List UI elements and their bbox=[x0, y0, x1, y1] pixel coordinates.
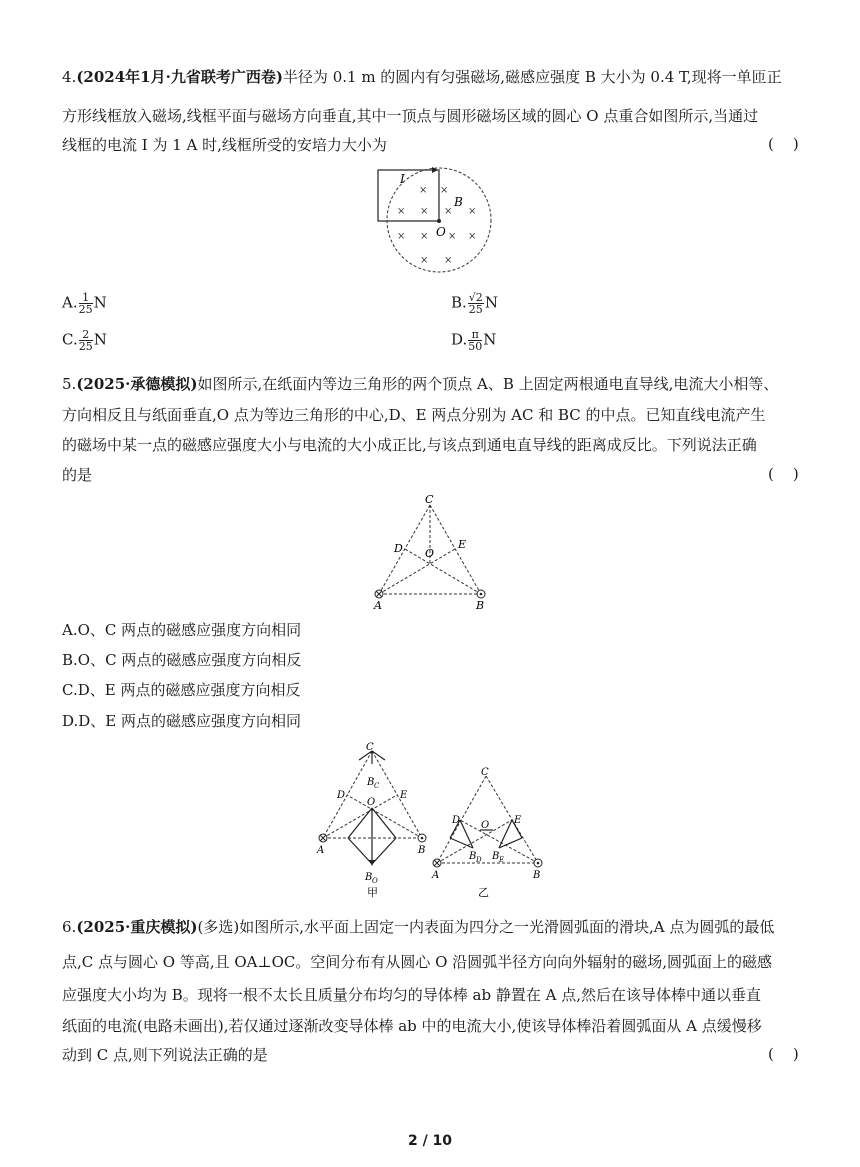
svg-text:B: B bbox=[533, 870, 541, 881]
svg-text:×: × bbox=[468, 206, 477, 217]
q4-center-label: O bbox=[436, 225, 446, 239]
q5-source: (2025·承德模拟) bbox=[76, 375, 198, 393]
figure-jia-label: 甲 bbox=[367, 886, 378, 898]
svg-text:×: × bbox=[444, 206, 453, 217]
svg-text:C: C bbox=[374, 782, 380, 790]
q5-line-3: 的磁场中某一点的磁感应强度大小与电流的大小成正比,与该点到通电直导线的距离成反比。下列说法正确 bbox=[62, 436, 757, 454]
q5-line-4: 的是 bbox=[62, 466, 93, 484]
svg-text:D: D bbox=[476, 856, 482, 864]
svg-text:C: C bbox=[481, 767, 489, 778]
q5-line-1: 5.(2025·承德模拟)如图所示,在纸面内等边三角形的两个顶点 A、B 上固定两根通电直导线,电流大小相等、 bbox=[62, 375, 779, 393]
svg-text:E: E bbox=[514, 815, 522, 826]
svg-text:E: E bbox=[400, 790, 408, 801]
page-number: 2 / 10 bbox=[407, 1133, 453, 1149]
svg-text:E: E bbox=[499, 856, 505, 864]
q6-answer-paren: ( ) bbox=[768, 1045, 799, 1063]
q4-option-d[interactable]: D. $\frac{\pi}{50}$ N bbox=[451, 328, 497, 353]
q4-line-3: 线框的电流 I 为 1 A 时,线框所受的安培力大小为 bbox=[62, 136, 387, 154]
svg-text:B: B bbox=[469, 851, 477, 862]
q4-field-label: B bbox=[454, 195, 463, 209]
q5-option-d[interactable]: D.D、E 两点的磁感应强度方向相同 bbox=[62, 712, 302, 730]
q5-solution-figure bbox=[305, 738, 555, 898]
q6-source: (2025·重庆模拟) bbox=[76, 918, 198, 936]
q4-line-1: 4.(2024年1月·九省联考广西卷)半径为 0.1 m 的圆内有匀强磁场,磁感应强度 B 大小为 0.4 T,现将一单匝正 bbox=[62, 68, 782, 86]
svg-text:O: O bbox=[481, 820, 490, 831]
q4-current-label: I bbox=[400, 172, 405, 186]
svg-text:B: B bbox=[418, 845, 426, 856]
svg-text:B: B bbox=[367, 777, 375, 788]
q5-option-b[interactable]: B.O、C 两点的磁感应强度方向相反 bbox=[62, 651, 302, 669]
svg-text:×: × bbox=[468, 231, 477, 242]
q5-figure bbox=[365, 492, 495, 610]
q6-line-2: 点,C 点与圆心 O 等高,且 OA⊥OC。空间分布有从圆心 O 沿圆弧半径方向向外辐射的磁场,圆弧面上的磁感 bbox=[62, 953, 772, 971]
svg-text:A: A bbox=[317, 845, 325, 856]
svg-text:O: O bbox=[367, 797, 376, 808]
svg-text:×: × bbox=[420, 255, 429, 266]
svg-text:D: D bbox=[337, 790, 346, 801]
svg-text:×: × bbox=[420, 206, 429, 217]
q4-option-b[interactable]: B. $\frac{√2}{25}$ N bbox=[451, 291, 498, 316]
q5-option-a[interactable]: A.O、C 两点的磁感应强度方向相同 bbox=[62, 621, 302, 639]
q5-line-2: 方向相反且与纸面垂直,O 点为等边三角形的中心,D、E 两点分别为 AC 和 BC 的中点。已知直线电流产生 bbox=[62, 406, 766, 424]
q4-option-c[interactable]: C. $\frac{2}{25}$ N bbox=[62, 328, 107, 353]
q4-figure bbox=[370, 163, 500, 275]
q6-line-5: 动到 C 点,则下列说法正确的是 bbox=[62, 1046, 268, 1064]
svg-text:A: A bbox=[432, 870, 440, 881]
q4-option-a[interactable]: A. $\frac{1}{25}$ N bbox=[62, 291, 107, 316]
svg-text:×: × bbox=[419, 185, 428, 196]
figure-yi-label: 乙 bbox=[478, 886, 489, 898]
svg-text:×: × bbox=[397, 206, 406, 217]
svg-text:D: D bbox=[394, 542, 403, 555]
q5-answer-paren: ( ) bbox=[768, 465, 799, 483]
svg-text:D: D bbox=[452, 815, 461, 826]
svg-text:E: E bbox=[458, 538, 467, 551]
svg-text:B: B bbox=[365, 872, 373, 883]
q6-line-3: 应强度大小均为 B。现将一根不太长且质量分布均匀的导体棒 ab 静置在 A 点,然后在该导体棒中通以垂直 bbox=[62, 986, 762, 1004]
svg-text:A: A bbox=[374, 599, 382, 610]
svg-text:×: × bbox=[397, 231, 406, 242]
q6-line-4: 纸面的电流(电路未画出),若仅通过逐渐改变导体棒 ab 中的电流大小,使该导体棒沿着圆弧面从 A 点缓慢移 bbox=[62, 1017, 762, 1035]
q4-line-2: 方形线框放入磁场,线框平面与磁场方向垂直,其中一顶点与圆形磁场区域的圆心 O 点重合如图所示,当通过 bbox=[62, 107, 759, 125]
svg-text:×: × bbox=[448, 231, 457, 242]
svg-text:O: O bbox=[425, 547, 435, 560]
q6-line-1: 6.(2025·重庆模拟)(多选)如图所示,水平面上固定一内表面为四分之一光滑圆弧面的滑块,A 点为圆弧的最低 bbox=[62, 918, 775, 936]
svg-text:B: B bbox=[492, 851, 500, 862]
q5-option-c[interactable]: C.D、E 两点的磁感应强度方向相反 bbox=[62, 681, 301, 699]
svg-text:×: × bbox=[440, 185, 449, 196]
svg-text:×: × bbox=[444, 255, 453, 266]
svg-text:B: B bbox=[476, 599, 485, 610]
svg-text:×: × bbox=[420, 231, 429, 242]
q4-source: (2024年1月·九省联考广西卷) bbox=[76, 68, 283, 86]
svg-text:O: O bbox=[372, 877, 378, 885]
q4-answer-paren: ( ) bbox=[768, 135, 799, 153]
svg-text:C: C bbox=[366, 742, 374, 753]
svg-text:C: C bbox=[425, 493, 434, 506]
